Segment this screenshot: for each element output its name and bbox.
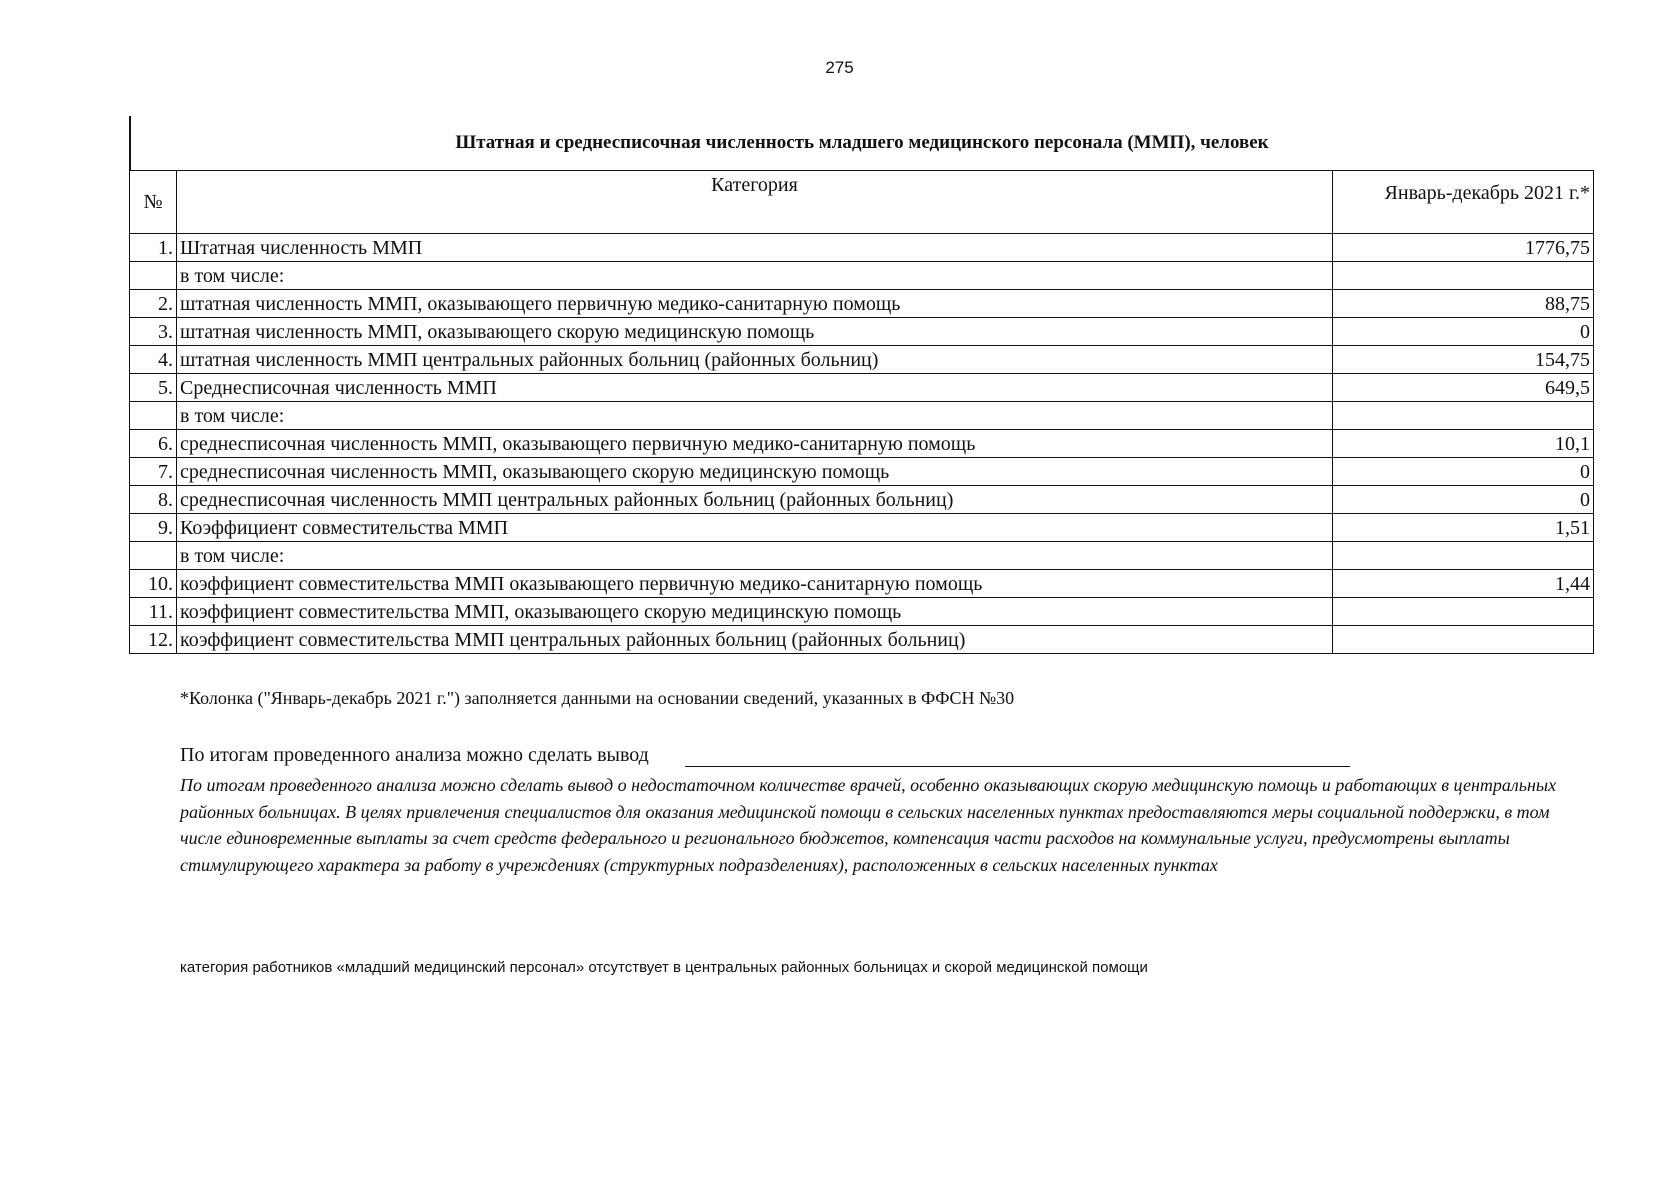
row-value [1333,598,1594,626]
table-header-row [130,171,1594,234]
row-value: 0 [1333,458,1594,486]
row-category: в том числе: [177,262,1333,290]
table-row [130,626,1594,654]
row-num: 10. [130,570,177,598]
row-category: штатная численность ММП, оказывающего первичную медико-санитарную помощь [177,290,1333,318]
row-value: 1776,75 [1333,234,1594,262]
row-category: штатная численность ММП, оказывающего скорую медицинскую помощь [177,318,1333,346]
table-footnote: *Колонка ("Январь-декабрь 2021 г.") заполняется данными на основании сведений, указанных в ФФСН №30 [180,688,1015,708]
conclusion-label: По итогам проведенного анализа можно сделать вывод [180,744,649,766]
staff-table [129,170,1594,654]
row-category: штатная численность ММП центральных районных больниц (районных больниц) [177,346,1333,374]
row-num: 3. [130,318,177,346]
row-num: 6. [130,430,177,458]
row-value: 1,51 [1333,514,1594,542]
row-num: 5. [130,374,177,402]
row-category: коэффициент совместительства ММП центральных районных больниц (районных больниц) [177,626,1333,654]
row-category: Штатная численность ММП [177,234,1333,262]
row-category: в том числе: [177,542,1333,570]
header-num: № [130,171,177,234]
row-value: 0 [1333,318,1594,346]
row-category: Коэффициент совместительства ММП [177,514,1333,542]
conclusion-text: По итогам проведенного анализа можно сделать вывод о недостаточном количестве врачей, особенно оказывающих скорую медицинскую помощь и работающих в центральных районных больницах. В целях привлечения специалистов для оказания медицинской помощи в сельских населенных пунктах предоставляются меры социальной поддержки, в том числе единовременные выплаты за счет средств федерального и регионального бюджетов, компенсация части расходов на коммунальные услуги, предусмотрены выплаты стимулирующего характера за работу в учреждениях (структурных подразделениях), расположенных в сельских населенных пунктах [180,775,1557,875]
table-row [130,374,1594,402]
table-row [130,486,1594,514]
row-category: коэффициент совместительства ММП, оказывающего скорую медицинскую помощь [177,598,1333,626]
row-num: 7. [130,458,177,486]
row-category: среднесписочная численность ММП центральных районных больниц (районных больниц) [177,486,1333,514]
row-value: 154,75 [1333,346,1594,374]
row-category: среднесписочная численность ММП, оказывающего первичную медико-санитарную помощь [177,430,1333,458]
row-num [130,542,177,570]
row-value: 1,44 [1333,570,1594,598]
row-value: 88,75 [1333,290,1594,318]
closing-note: категория работников «младший медицинский персонал» отсутствует в центральных районных больницах и скорой медицинской помощи [180,959,1148,976]
row-num: 11. [130,598,177,626]
table-row [130,234,1594,262]
page-number: 275 [825,58,854,77]
table-row [130,514,1594,542]
row-category: коэффициент совместительства ММП оказывающего первичную медико-санитарную помощь [177,570,1333,598]
row-num [130,262,177,290]
row-category: среднесписочная численность ММП, оказывающего скорую медицинскую помощь [177,458,1333,486]
row-value: 649,5 [1333,374,1594,402]
header-value: Январь-декабрь 2021 г.* [1333,171,1594,234]
row-category: Среднесписочная численность ММП [177,374,1333,402]
row-value [1333,402,1594,430]
row-value [1333,542,1594,570]
table-row [130,458,1594,486]
row-value [1333,262,1594,290]
row-num: 2. [130,290,177,318]
table-row [130,262,1594,290]
table-row [130,570,1594,598]
row-category: в том числе: [177,402,1333,430]
table-row [130,598,1594,626]
table-row [130,346,1594,374]
table-row [130,430,1594,458]
table-row [130,318,1594,346]
row-num: 8. [130,486,177,514]
row-value: 0 [1333,486,1594,514]
row-num: 4. [130,346,177,374]
table-title: Штатная и среднесписочная численность младшего медицинского персонала (ММП), человек [455,132,1269,153]
row-num: 9. [130,514,177,542]
conclusion-fill-line [685,766,1350,767]
header-category: Категория [177,171,1333,234]
table-row [130,542,1594,570]
row-value: 10,1 [1333,430,1594,458]
row-num: 12. [130,626,177,654]
table-row [130,290,1594,318]
row-value [1333,626,1594,654]
table-row [130,402,1594,430]
row-num [130,402,177,430]
row-num: 1. [130,234,177,262]
